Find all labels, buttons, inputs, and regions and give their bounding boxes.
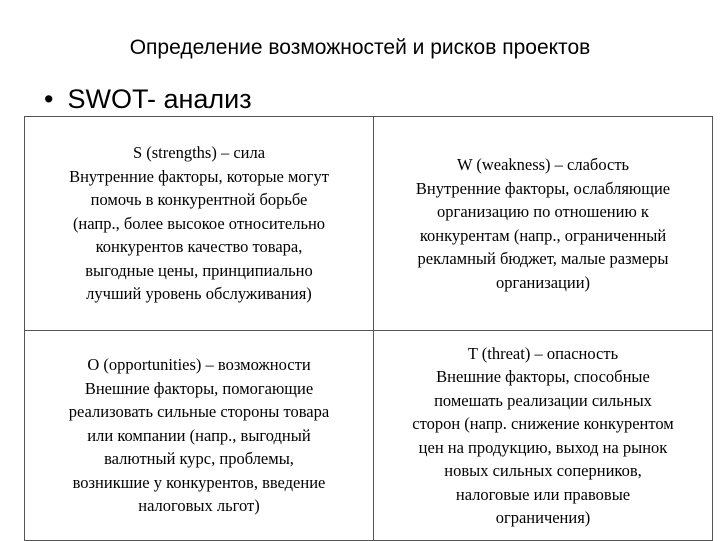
- bullet-item: [44, 82, 252, 116]
- strengths-cell: [25, 117, 374, 331]
- opportunities-text-line: валютный курс, проблемы,: [104, 449, 294, 469]
- opportunities-text-line: Внешние факторы, помогающие: [84, 378, 314, 398]
- weaknesses-text-line: организации): [495, 272, 591, 292]
- threats-text-line: новых сильных соперников,: [444, 461, 642, 480]
- opportunities-text-line: реализовать сильные стороны товара: [68, 402, 330, 422]
- weaknesses-heading: W (weakness) – слабость: [456, 155, 630, 174]
- strengths-heading: S (strengths) – сила: [132, 143, 266, 163]
- weaknesses-text-line: рекламный бюджет, малые размеры: [417, 249, 669, 268]
- opportunities-heading: O (opportunities) – возможности: [87, 355, 311, 375]
- threats-text-line: налоговые или правовые: [455, 484, 631, 504]
- opportunities-text-line: возникшие у конкурентов, введение: [72, 472, 326, 492]
- strengths-text-line: лучший уровень обслуживания): [86, 284, 312, 304]
- threats-text-line: Внешние факторы, способные: [436, 367, 650, 386]
- swot-row-internal: [25, 117, 713, 331]
- threats-cell: [374, 331, 713, 541]
- bullet-text: SWOT- анализ: [67, 84, 252, 114]
- bullet-dot-icon: •: [44, 84, 54, 114]
- weaknesses-text-line: Внутренние факторы, ослабляющие: [415, 178, 671, 198]
- strengths-text-line: помочь в конкурентной борьбе: [90, 190, 308, 210]
- opportunities-text-line: налоговых льгот): [138, 496, 260, 516]
- weaknesses-cell: [374, 117, 713, 331]
- strengths-text-line: выгодные цены, принципиально: [85, 260, 313, 280]
- strengths-text-line: (напр., более высокое относительно: [72, 213, 326, 233]
- swot-table: [24, 116, 713, 541]
- weaknesses-text-line: конкурентам (напр., ограниченный: [419, 225, 667, 245]
- threats-text-line: ограничения): [495, 508, 591, 527]
- strengths-text-line: конкурентов качество товара,: [95, 237, 303, 257]
- slide-title: Определение возможностей и рисков проектов: [129, 36, 591, 59]
- opportunities-text-line: или компании (напр., выгодный: [87, 425, 311, 445]
- threats-heading: T (threat) – опасность: [467, 343, 619, 363]
- strengths-text-line: Внутренние факторы, которые могут: [69, 166, 329, 186]
- swot-row-external: [25, 331, 713, 541]
- threats-text-line: сторон (напр. снижение конкурентом: [412, 414, 674, 433]
- threats-text-line: помешать реализации сильных: [434, 390, 652, 410]
- threats-text-line: цен на продукцию, выход на рынок: [418, 437, 668, 457]
- opportunities-cell: [25, 331, 374, 541]
- weaknesses-text-line: организацию по отношению к: [437, 202, 649, 221]
